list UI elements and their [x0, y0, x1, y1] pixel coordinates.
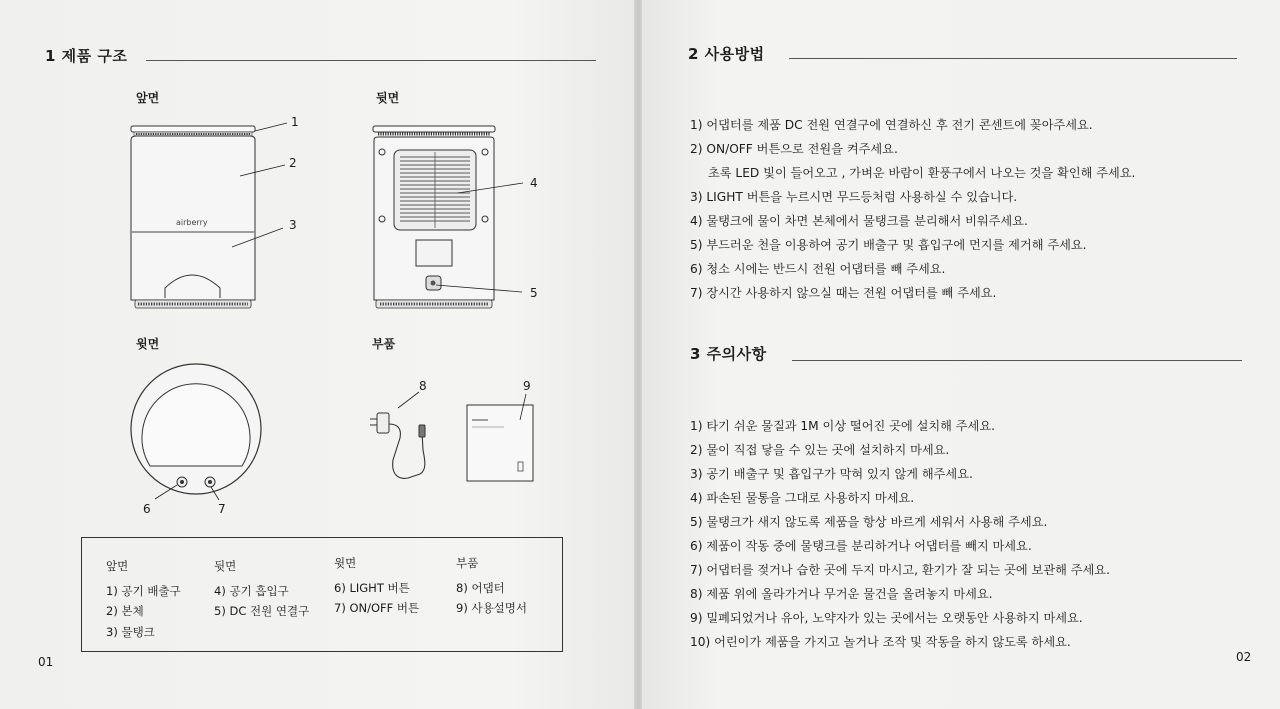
usage-step: 6) 청소 시에는 반드시 전원 어댑터를 빼 주세요. — [690, 262, 946, 276]
caution-step: 6) 제품이 작동 중에 물탱크를 분리하거나 어댑터를 빼지 마세요. — [690, 539, 1032, 553]
callout-3: 3 — [289, 218, 297, 232]
back-view-label: 뒷면 — [376, 91, 400, 105]
legend-item: 4) 공기 흡입구 — [214, 583, 289, 598]
usage-step: 4) 물탱크에 물이 차면 본체에서 물탱크를 분리해서 비워주세요. — [690, 214, 1028, 228]
usage-step: 2) ON/OFF 버튼으로 전원을 켜주세요. — [690, 142, 898, 156]
usage-step: 5) 부드러운 천을 이용하여 공기 배출구 및 흡입구에 먼지를 제거해 주세요. — [690, 238, 1087, 252]
caution-step: 7) 어댑터를 젖거나 습한 곳에 두지 마시고, 환기가 잘 되는 곳에 보관해 주세요. — [690, 563, 1110, 577]
caution-step: 3) 공기 배출구 및 흡입구가 막혀 있지 않게 해주세요. — [690, 467, 973, 481]
callout-9: 9 — [523, 379, 531, 393]
callout-8: 8 — [419, 379, 427, 393]
right-page — [642, 0, 1280, 709]
caution-step: 8) 제품 위에 올라가거나 무거운 물건을 올려놓지 마세요. — [690, 587, 993, 601]
legend-back: 뒷면 4) 공기 흡입구 5) DC 전원 연결구 — [214, 556, 309, 622]
callout-4: 4 — [530, 176, 538, 190]
caution-step: 2) 물이 직접 닿을 수 있는 곳에 설치하지 마세요. — [690, 443, 950, 457]
caution-step: 5) 물탱크가 새지 않도록 제품을 항상 바르게 세워서 사용해 주세요. — [690, 515, 1048, 529]
legend-item: 7) ON/OFF 버튼 — [334, 601, 420, 615]
legend-item: 1) 공기 배출구 — [106, 583, 181, 598]
page-number-right: 02 — [1236, 650, 1252, 664]
parts-label: 부품 — [372, 337, 396, 351]
section-title-structure: 1 제품 구조 — [45, 47, 128, 65]
callout-5: 5 — [530, 286, 538, 300]
usage-step: 3) LIGHT 버튼을 누르시면 무드등처럼 사용하실 수 있습니다. — [690, 190, 1018, 204]
section-rule — [792, 360, 1242, 361]
section-title-caution: 3 주의사항 — [690, 345, 767, 363]
page-number-left: 01 — [38, 655, 54, 669]
legend-item: 3) 물탱크 — [106, 624, 155, 639]
legend-item: 9) 사용설명서 — [456, 601, 528, 615]
legend-item: 2) 본체 — [106, 604, 144, 618]
section-title-usage: 2 사용방법 — [688, 45, 765, 63]
callout-2: 2 — [289, 156, 297, 170]
legend-top: 윗면 6) LIGHT 버튼 7) ON/OFF 버튼 — [334, 553, 419, 619]
legend-box — [81, 537, 563, 652]
caution-step: 4) 파손된 물통을 그대로 사용하지 마세요. — [690, 491, 915, 505]
front-view-label: 앞면 — [136, 91, 160, 105]
callout-6: 6 — [143, 502, 151, 516]
section-rule — [789, 58, 1237, 59]
caution-step: 10) 어린이가 제품을 가지고 놀거나 조작 및 작동을 하지 않도록 하세요. — [690, 635, 1071, 649]
legend-item: 5) DC 전원 연결구 — [214, 604, 310, 618]
legend-front: 앞면 1) 공기 배출구 2) 본체 3) 물탱크 — [106, 556, 181, 642]
callout-1: 1 — [291, 115, 299, 129]
caution-step: 9) 밀폐되었거나 유아, 노약자가 있는 곳에서는 오랫동안 사용하지 마세요. — [690, 611, 1083, 625]
left-page — [0, 0, 636, 709]
callout-7: 7 — [218, 502, 226, 516]
usage-step: 7) 장시간 사용하지 않으실 때는 전원 어댑터를 빼 주세요. — [690, 286, 997, 300]
legend-item: 6) LIGHT 버튼 — [334, 580, 410, 595]
legend-item: 8) 어댑터 — [456, 580, 505, 595]
device-brand: airberry — [176, 218, 208, 227]
legend-parts: 부품 8) 어댑터 9) 사용설명서 — [456, 553, 527, 619]
usage-step-note: 초록 LED 빛이 들어오고 , 가벼운 바람이 환풍구에서 나오는 것을 확인해 주세요. — [708, 166, 1136, 180]
usage-step: 1) 어댑터를 제품 DC 전원 연결구에 연결하신 후 전기 콘센트에 꽂아주세요. — [690, 118, 1093, 132]
top-view-label: 윗면 — [136, 337, 160, 351]
caution-step: 1) 타기 쉬운 물질과 1M 이상 떨어진 곳에 설치해 주세요. — [690, 419, 995, 433]
